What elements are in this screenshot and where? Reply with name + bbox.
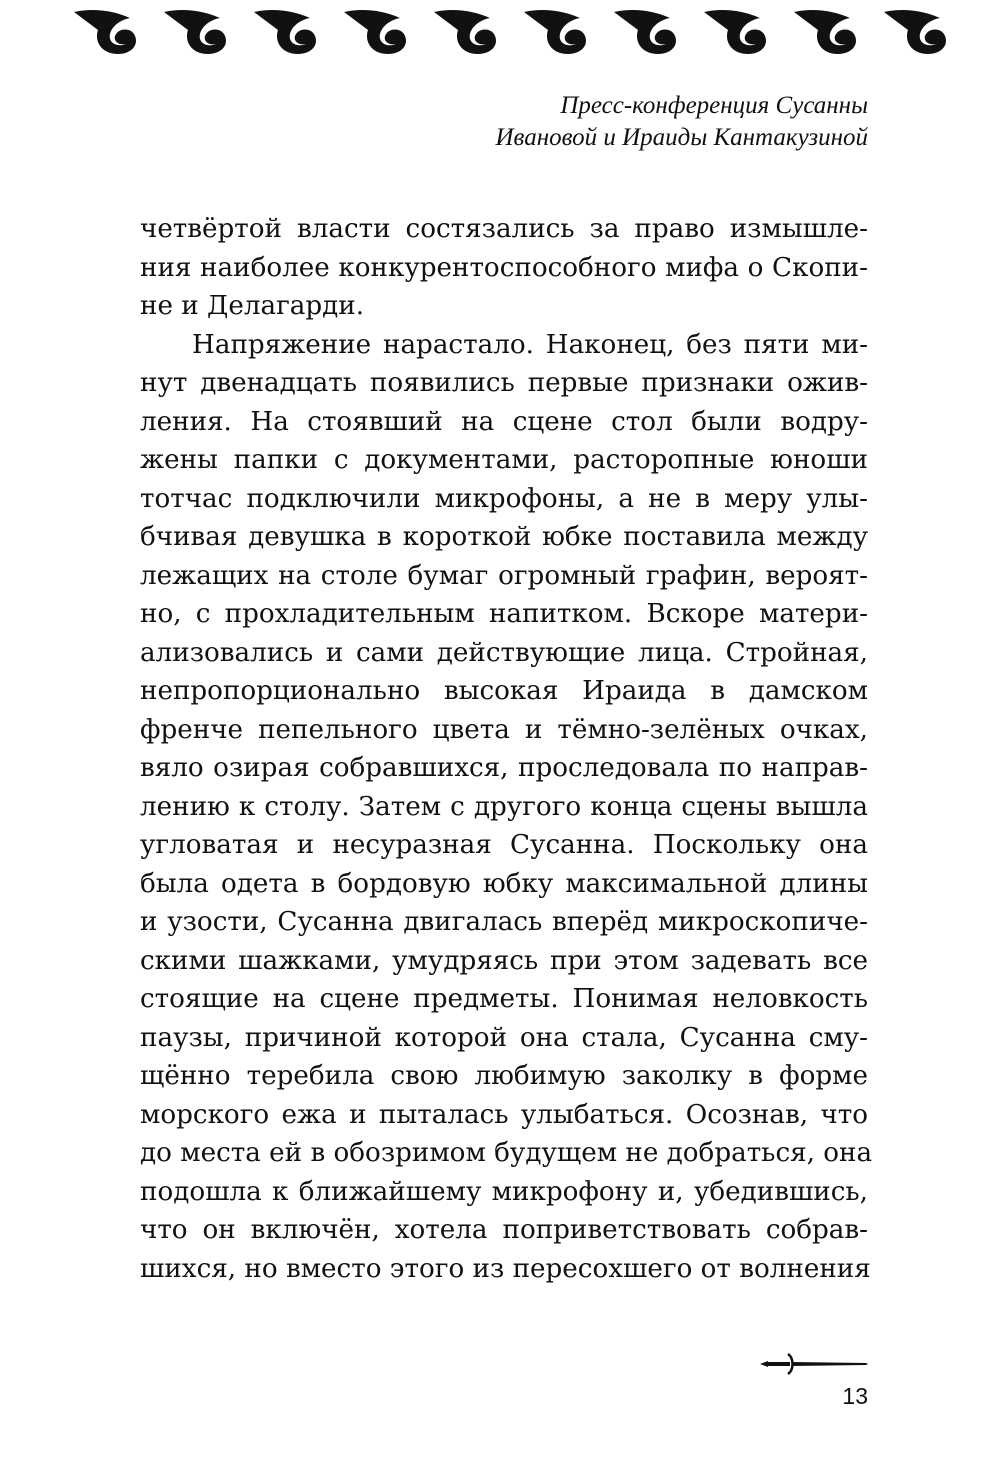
body-line: подошла к ближайшему микрофону и, убедившись, bbox=[140, 1176, 868, 1207]
body-line: и узости, Сусанна двигалась вперёд микроскопиче- bbox=[140, 907, 868, 937]
body-line: нут двенадцать появились первые признаки ожив- bbox=[140, 368, 868, 398]
running-head-line-2: Ивановой и Ираиды Кантакузиной bbox=[495, 124, 868, 151]
body-line: ализовались и сами действующие лица. Стройная, bbox=[140, 637, 868, 668]
body-line: жены папки с документами, расторопные юноши bbox=[140, 445, 868, 475]
body-line: лению к столу. Затем с другого конца сцены вышла bbox=[140, 791, 868, 822]
body-line: бчивая девушка в короткой юбке поставила между bbox=[140, 522, 868, 552]
sword-ornament-icon bbox=[758, 1352, 870, 1376]
body-line: паузы, причиной которой она стала, Сусанна сму- bbox=[140, 1022, 868, 1053]
body-line: шихся, но вместо этого из пересохшего от волнения bbox=[140, 1253, 871, 1284]
body-line: лежащих на столе бумаг огромный графин, вероят- bbox=[140, 560, 868, 591]
wave-border-ornament-icon bbox=[72, 6, 972, 56]
body-line: была одета в бордовую юбку максимальной длины bbox=[140, 868, 868, 899]
body-line: четвёртой власти состязались за право измышле- bbox=[140, 214, 868, 244]
running-head-line-1: Пресс-конференция Сусанны bbox=[560, 92, 868, 119]
body-line: стоящие на сцене предметы. Понимая неловкость bbox=[140, 984, 868, 1014]
body-text bbox=[140, 210, 873, 1288]
body-line: вяло озирая собравшихся, проследовала по направ- bbox=[140, 753, 868, 783]
body-line: угловатая и несуразная Сусанна. Поскольку она bbox=[140, 830, 868, 860]
body-line: тотчас подключили микрофоны, а не в меру улы- bbox=[140, 483, 868, 514]
running-head bbox=[168, 90, 868, 154]
body-line: ления. На стоявший на сцене стол были водру- bbox=[140, 406, 868, 437]
body-line: френче пепельного цвета и тёмно-зелёных очках, bbox=[140, 714, 868, 745]
body-line: Напряжение нарастало. Наконец, без пяти ми- bbox=[192, 329, 868, 360]
body-line: что он включён, хотела поприветствовать собрав- bbox=[140, 1215, 868, 1245]
body-line: до места ей в обозримом будущем не добраться, она bbox=[140, 1138, 873, 1168]
body-line: не и Делагарди. bbox=[140, 291, 365, 321]
body-line: щённо теребила свою любимую заколку в форме bbox=[140, 1061, 868, 1091]
page-number: 13 bbox=[842, 1383, 868, 1409]
body-line: морского ежа и пыталась улыбаться. Осознав, что bbox=[140, 1099, 868, 1130]
body-line: скими шажками, умудряясь при этом задевать все bbox=[140, 945, 868, 976]
body-line: ния наиболее конкурентоспособного мифа о Скопи- bbox=[140, 252, 868, 283]
body-line: непропорционально высокая Ираида в дамском bbox=[140, 676, 868, 706]
body-line: но, с прохладительным напитком. Вскоре матери- bbox=[140, 599, 868, 629]
